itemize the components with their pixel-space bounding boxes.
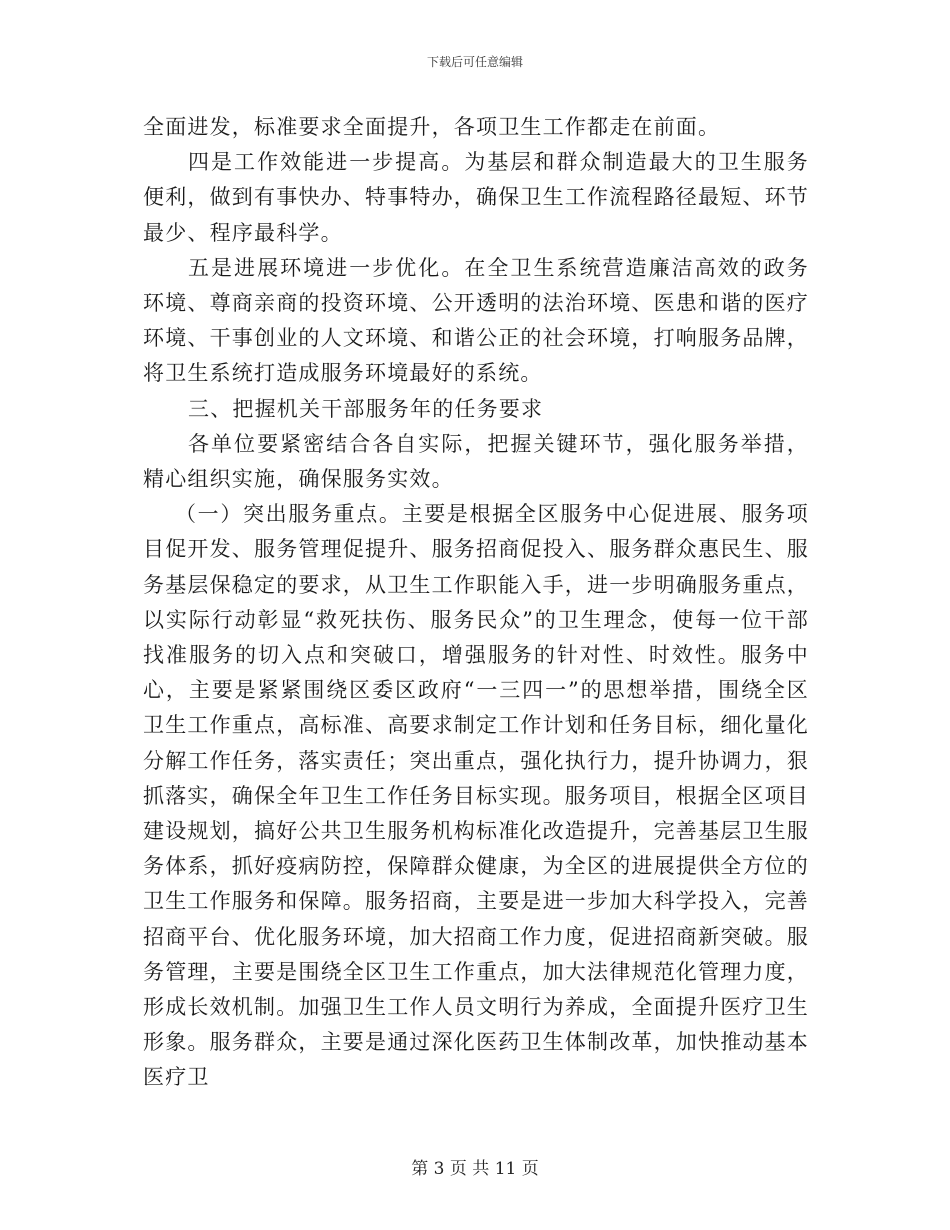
page-number-footer: 第 3 页 共 11 页: [411, 1159, 539, 1179]
paragraph-subsection-one: （一）突出服务重点。主要是根据全区服务中心促进展、服务项目促开发、服务管理促提升、服务招商促投入、服务群众惠民生、服务基层保稳定的要求，从卫生工作职能入手，进一步明确服务重点，以实际行动彰显“救死扶伤、服务民众”的卫生理念，使每一位干部找准服务的切入点和突破口，增强服务的针对性、时效性。服务中心，主要是紧紧围绕区委区政府“一三四一”的思想举措，围绕全区卫生工作重点，高标准、高要求制定工作计划和任务目标，细化量化分解工作任务，落实责任；突出重点，强化执行力，提升协调力，狠抓落实，确保全年卫生工作任务目标实现。服务项目，根据全区项目建设规划，搞好公共卫生服务机构标准化改造提升，完善基层卫生服务体系，抓好疫病防控，保障群众健康，为全区的进展提供全方位的卫生工作服务和保障。服务招商，主要是进一步加大科学投入，完善招商平台、优化服务环境，加大招商工作力度，促进招商新突破。服务管理，主要是围绕全区卫生工作重点，加大法律规范化管理力度，形成长效机制。加强卫生工作人员文明行为养成，全面提升医疗卫生形象。服务群众，主要是通过深化医药卫生体制改革，加快推动基本医疗卫: [143, 502, 809, 1090]
paragraph-point-five: 五是进展环境进一步优化。在全卫生系统营造廉洁高效的政务环境、尊商亲商的投资环境、公开透明的法治环境、医患和谐的医疗环境、干事创业的人文环境、和谐公正的社会环境，打响服务品牌，将卫生系统打造成服务环境最好的系统。: [143, 255, 809, 386]
section-heading-three: 三、把握机关干部服务年的任务要求: [188, 396, 544, 421]
paragraph-continuation: 全面进发，标准要求全面提升，各项卫生工作都走在前面。: [143, 115, 721, 139]
document-body: [143, 110, 809, 1096]
page-header: 下载后可任意编辑: [426, 55, 523, 69]
paragraph-point-four: 四是工作效能进一步提高。为基层和群众制造最大的卫生服务便利，做到有事快办、特事特办，确保卫生工作流程路径最短、环节最少、程序最科学。: [143, 150, 809, 245]
paragraph-section-intro: 各单位要紧密结合各自实际，把握关键环节，强化服务举措，精心组织实施，确保服务实效。: [143, 431, 809, 492]
